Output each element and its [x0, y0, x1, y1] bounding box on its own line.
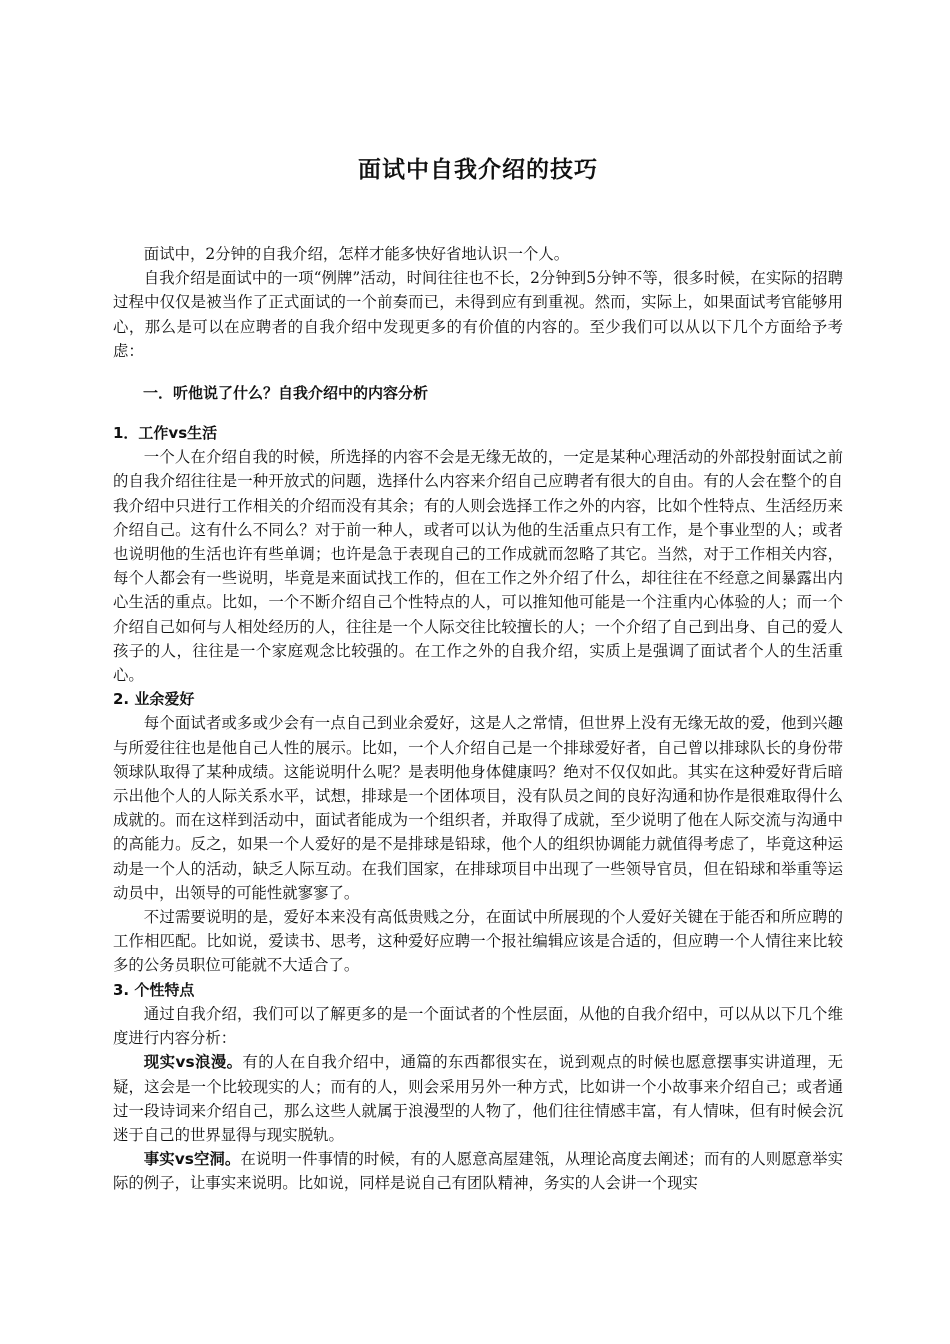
paragraph-hobbies-2: 不过需要说明的是，爱好本来没有高低贵贱之分，在面试中所展现的个人爱好关键在于能否和所应聘的工作相匹配。比如说，爱读书、思考，这种爱好应聘一个报社编辑应该是合适的，但应聘一个人情往来比较多的公务员职位可能就不大适合了。 — [113, 908, 843, 975]
paragraph-hobbies-1: 每个面试者或多或少会有一点自己到业余爱好，这是人之常情，但世界上没有无缘无故的爱，他到兴趣与所爱往往也是他自己人性的展示。比如，一个人介绍自己是一个排球爱好者，自己曾以排球队长的身份带领球队取得了某种成绩。这能说明什么呢？是表明他身体健康吗？绝对不仅仅如此。其实在这种爱好背后暗示出他个人的人际关系水平，试想，排球是一个团体项目，没有队员之间的良好沟通和协作是很难取得什么成就的。而在这样到活动中，面试者能成为一个组织者，并取得了成就，至少说明了他在人际交流与沟通中的高能力。反之，如果一个人爱好的是不是排球是铅球，他个人的组织协调能力就值得考虑了，毕竟这种运动是一个人的活动，缺乏人际互动。在我们国家，在排球项目中出现了一些领导官员，但在铅球和举重等运动员中，出领导的可能性就寥寥了。 — [113, 714, 843, 902]
document-page — [113, 150, 843, 1196]
text-reality-vs-romance: 有的人在自我介绍中，通篇的东西都很实在，说到观点的时候也愿意摆事实讲道理，无疑，这会是一个比较现实的人；而有的人，则会采用另外一种方式，比如讲一个小故事来介绍自己；或者通过一段诗词来介绍自己，那么这些人就属于浪漫型的人物了，他们往往情感丰富，有人情味，但有时候会沉迷于自己的世界显得与现实脱轨。 — [113, 1053, 843, 1144]
paragraph-fact-vs-empty — [113, 1147, 843, 1195]
lead-fact-vs-empty: 事实vs空洞。 — [143, 1150, 241, 1169]
intro-paragraph-2: 自我介绍是面试中的一项“例牌”活动，时间往往也不长，2分钟到5分钟不等，很多时候，在实际的招聘过程中仅仅是被当作了正式面试的一个前奏而已，未得到应有到重视。然而，实际上，如果面试考官能够用心，那么是可以在应聘者的自我介绍中发现更多的有价值的内容的。至少我们可以从以下几个方面给予考虑： — [113, 269, 843, 360]
subheading-work-vs-life: 1．工作vs生活 — [113, 424, 218, 443]
text-fact-vs-empty: 在说明一件事情的时候，有的人愿意高屋建瓴，从理论高度去阐述；而有的人则愿意举实际的例子，让事实来说明。比如说，同样是说自己有团队精神，务实的人会讲一个现实 — [113, 1150, 843, 1193]
intro-paragraph-1: 面试中，2分钟的自我介绍，怎样才能多快好省地认识一个人。 — [143, 245, 570, 263]
paragraph-work-vs-life: 一个人在介绍自我的时候，所选择的内容不会是无缘无故的，一定是某种心理活动的外部投射面试之前的自我介绍往往是一种开放式的问题，选择什么内容来介绍自己应聘者有很大的自由。有的人会在整个的自我介绍中只进行工作相关的介绍而没有其余；有的人则会选择工作之外的内容，比如个性特点、生活经历来介绍自己。这有什么不同么？对于前一种人，或者可以认为他的生活重点只有工作，是个事业型的人；或者也说明他的生活也许有些单调；也许是急于表现自己的工作成就而忽略了其它。当然，对于工作相关内容，每个人都会有一些说明，毕竟是来面试找工作的，但在工作之外介绍了什么，却往往在不经意之间暴露出内心生活的重点。比如，一个不断介绍自己个性特点的人，可以推知他可能是一个注重内心体验的人；而一个介绍自己如何与人相处经历的人，往往是一个人际交往比较擅长的人；一个介绍了自己到出身、自己的爱人孩子的人，往往是一个家庭观念比较强的。在工作之外的自我介绍，实质上是强调了面试者个人的生活重心。 — [113, 448, 843, 685]
paragraph-reality-vs-romance — [113, 1050, 843, 1147]
section-heading-1: 一．听他说了什么？自我介绍中的内容分析 — [143, 384, 429, 403]
subheading-personality: 3. 个性特点 — [113, 980, 195, 999]
document-title: 面试中自我介绍的技巧 — [358, 157, 598, 183]
subheading-hobbies: 2. 业余爱好 — [113, 690, 195, 709]
lead-reality-vs-romance: 现实vs浪漫。 — [143, 1053, 243, 1072]
paragraph-personality: 通过自我介绍，我们可以了解更多的是一个面试者的个性层面，从他的自我介绍中，可以从以下几个维度进行内容分析： — [113, 1004, 843, 1048]
